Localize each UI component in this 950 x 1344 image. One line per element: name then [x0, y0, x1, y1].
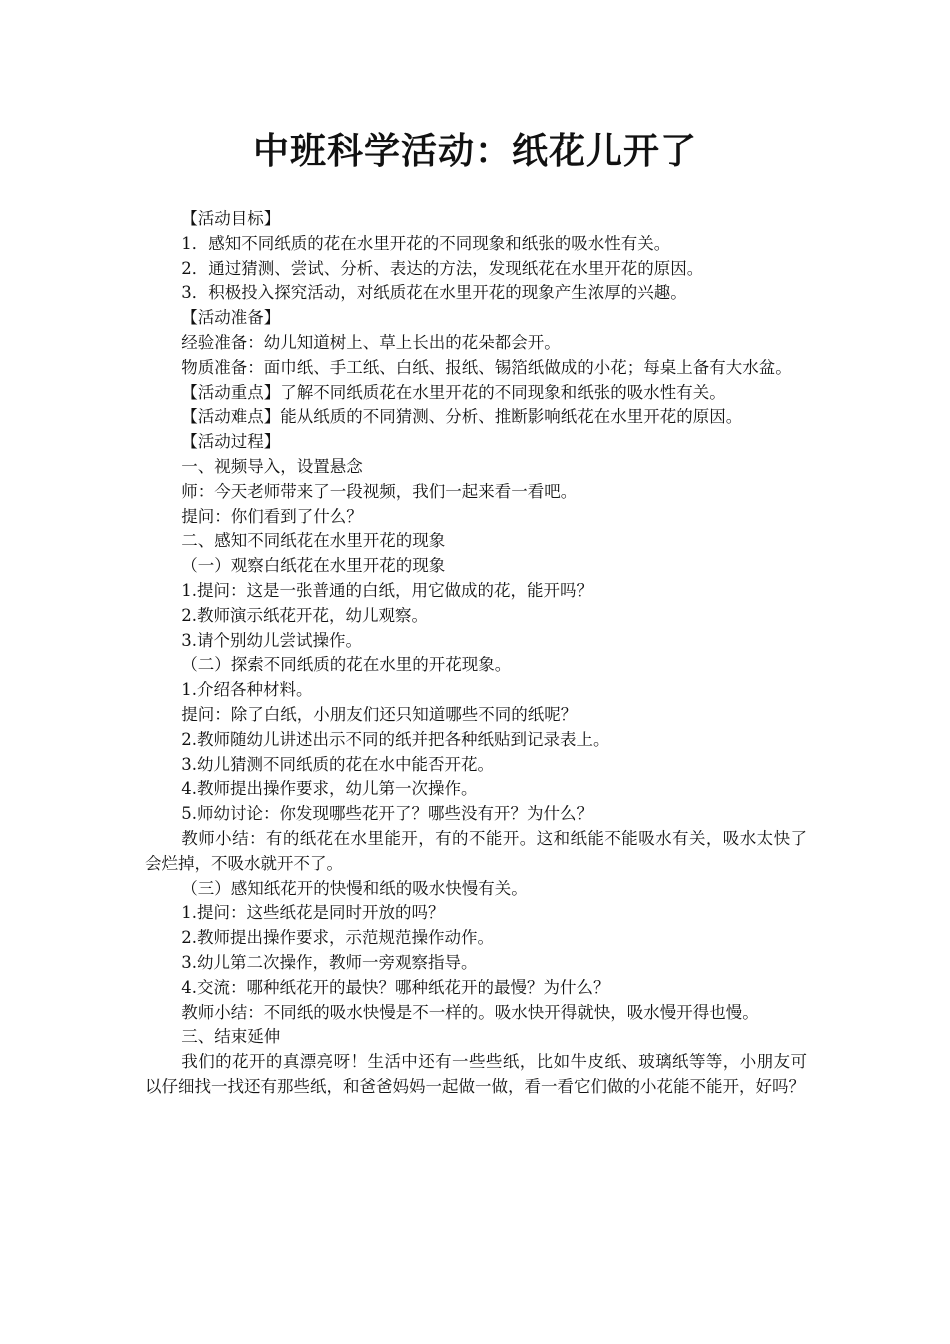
- difficulty-paragraph: 【活动难点】能从纸质的不同猜测、分析、推断影响纸花在水里开花的原因。: [181, 407, 743, 427]
- process-step-heading: 一、视频导入，设置悬念: [181, 456, 363, 476]
- process-paragraph: 2.教师随幼儿讲述出示不同的纸并把各种纸贴到记录表上。: [181, 729, 610, 749]
- teacher-summary: 教师小结：有的纸花在水里能开，有的不能开。这和纸能不能吸水有关，吸水太快了会烂掉，不吸水就开不了。: [145, 828, 807, 873]
- goal-item: 3．积极投入探究活动，对纸质花在水里开花的现象产生浓厚的兴趣。: [181, 283, 687, 303]
- document-body: [145, 207, 807, 1100]
- section-heading-preparation: 【活动准备】: [181, 308, 281, 328]
- process-paragraph: 提问：除了白纸，小朋友们还只知道哪些不同的纸呢？: [181, 704, 578, 724]
- process-substep-heading: （三）感知纸花开的快慢和纸的吸水快慢有关。: [181, 878, 528, 898]
- section-heading-process: 【活动过程】: [181, 432, 281, 452]
- preparation-item: 经验准备：幼儿知道树上、草上长出的花朵都会开。: [181, 332, 561, 352]
- process-paragraph: 3.幼儿第二次操作，教师一旁观察指导。: [181, 952, 478, 972]
- goal-item: 1．感知不同纸质的花在水里开花的不同现象和纸张的吸水性有关。: [181, 233, 671, 253]
- process-paragraph: 提问：你们看到了什么？: [181, 506, 363, 526]
- section-heading-goals: 【活动目标】: [181, 209, 281, 228]
- process-substep-heading: （一）观察白纸花在水里开花的现象: [181, 556, 446, 576]
- process-paragraph: 3.请个别幼儿尝试操作。: [181, 630, 363, 650]
- process-paragraph: 师：今天老师带来了一段视频，我们一起来看一看吧。: [181, 481, 578, 501]
- process-paragraph: 1.介绍各种材料。: [181, 680, 313, 700]
- process-step-heading: 三、结束延伸: [181, 1027, 281, 1047]
- key-point-paragraph: 【活动重点】了解不同纸质花在水里开花的不同现象和纸张的吸水性有关。: [181, 382, 726, 402]
- process-paragraph: 4.交流：哪种纸花开的最快？哪种纸花开的最慢？为什么？: [181, 977, 610, 997]
- process-paragraph: 3.幼儿猜测不同纸质的花在水中能否开花。: [181, 754, 495, 774]
- process-paragraph: 2.教师提出操作要求，示范规范操作动作。: [181, 928, 495, 948]
- process-step-heading: 二、感知不同纸花在水里开花的现象: [181, 531, 446, 551]
- goal-item: 2．通过猜测、尝试、分析、表达的方法，发现纸花在水里开花的原因。: [181, 258, 704, 278]
- process-paragraph: 1.提问：这是一张普通的白纸，用它做成的花，能开吗？: [181, 580, 594, 600]
- process-paragraph: 1.提问：这些纸花是同时开放的吗？: [181, 903, 445, 923]
- teacher-summary: 教师小结：不同纸的吸水快慢是不一样的。吸水快开得就快，吸水慢开得也慢。: [181, 1002, 759, 1022]
- page-title: 中班科学活动：纸花儿开了: [252, 131, 697, 172]
- process-paragraph: 4.教师提出操作要求，幼儿第一次操作。: [181, 779, 478, 799]
- process-paragraph: 2.教师演示纸花开花，幼儿观察。: [181, 605, 429, 625]
- process-substep-heading: （二）探索不同纸质的花在水里的开花现象。: [181, 655, 512, 675]
- preparation-item: 物质准备：面巾纸、手工纸、白纸、报纸、锡箔纸做成的小花；每桌上备有大水盆。: [181, 357, 792, 377]
- closing-paragraph: 我们的花开的真漂亮呀！生活中还有一些些纸，比如牛皮纸、玻璃纸等等，小朋友可以仔细找一找还有那些纸，和爸爸妈妈一起做一做，看一看它们做的小花能不能开，好吗？: [145, 1052, 807, 1096]
- process-paragraph: 5.师幼讨论：你发现哪些花开了？哪些没有开？为什么？: [181, 804, 594, 824]
